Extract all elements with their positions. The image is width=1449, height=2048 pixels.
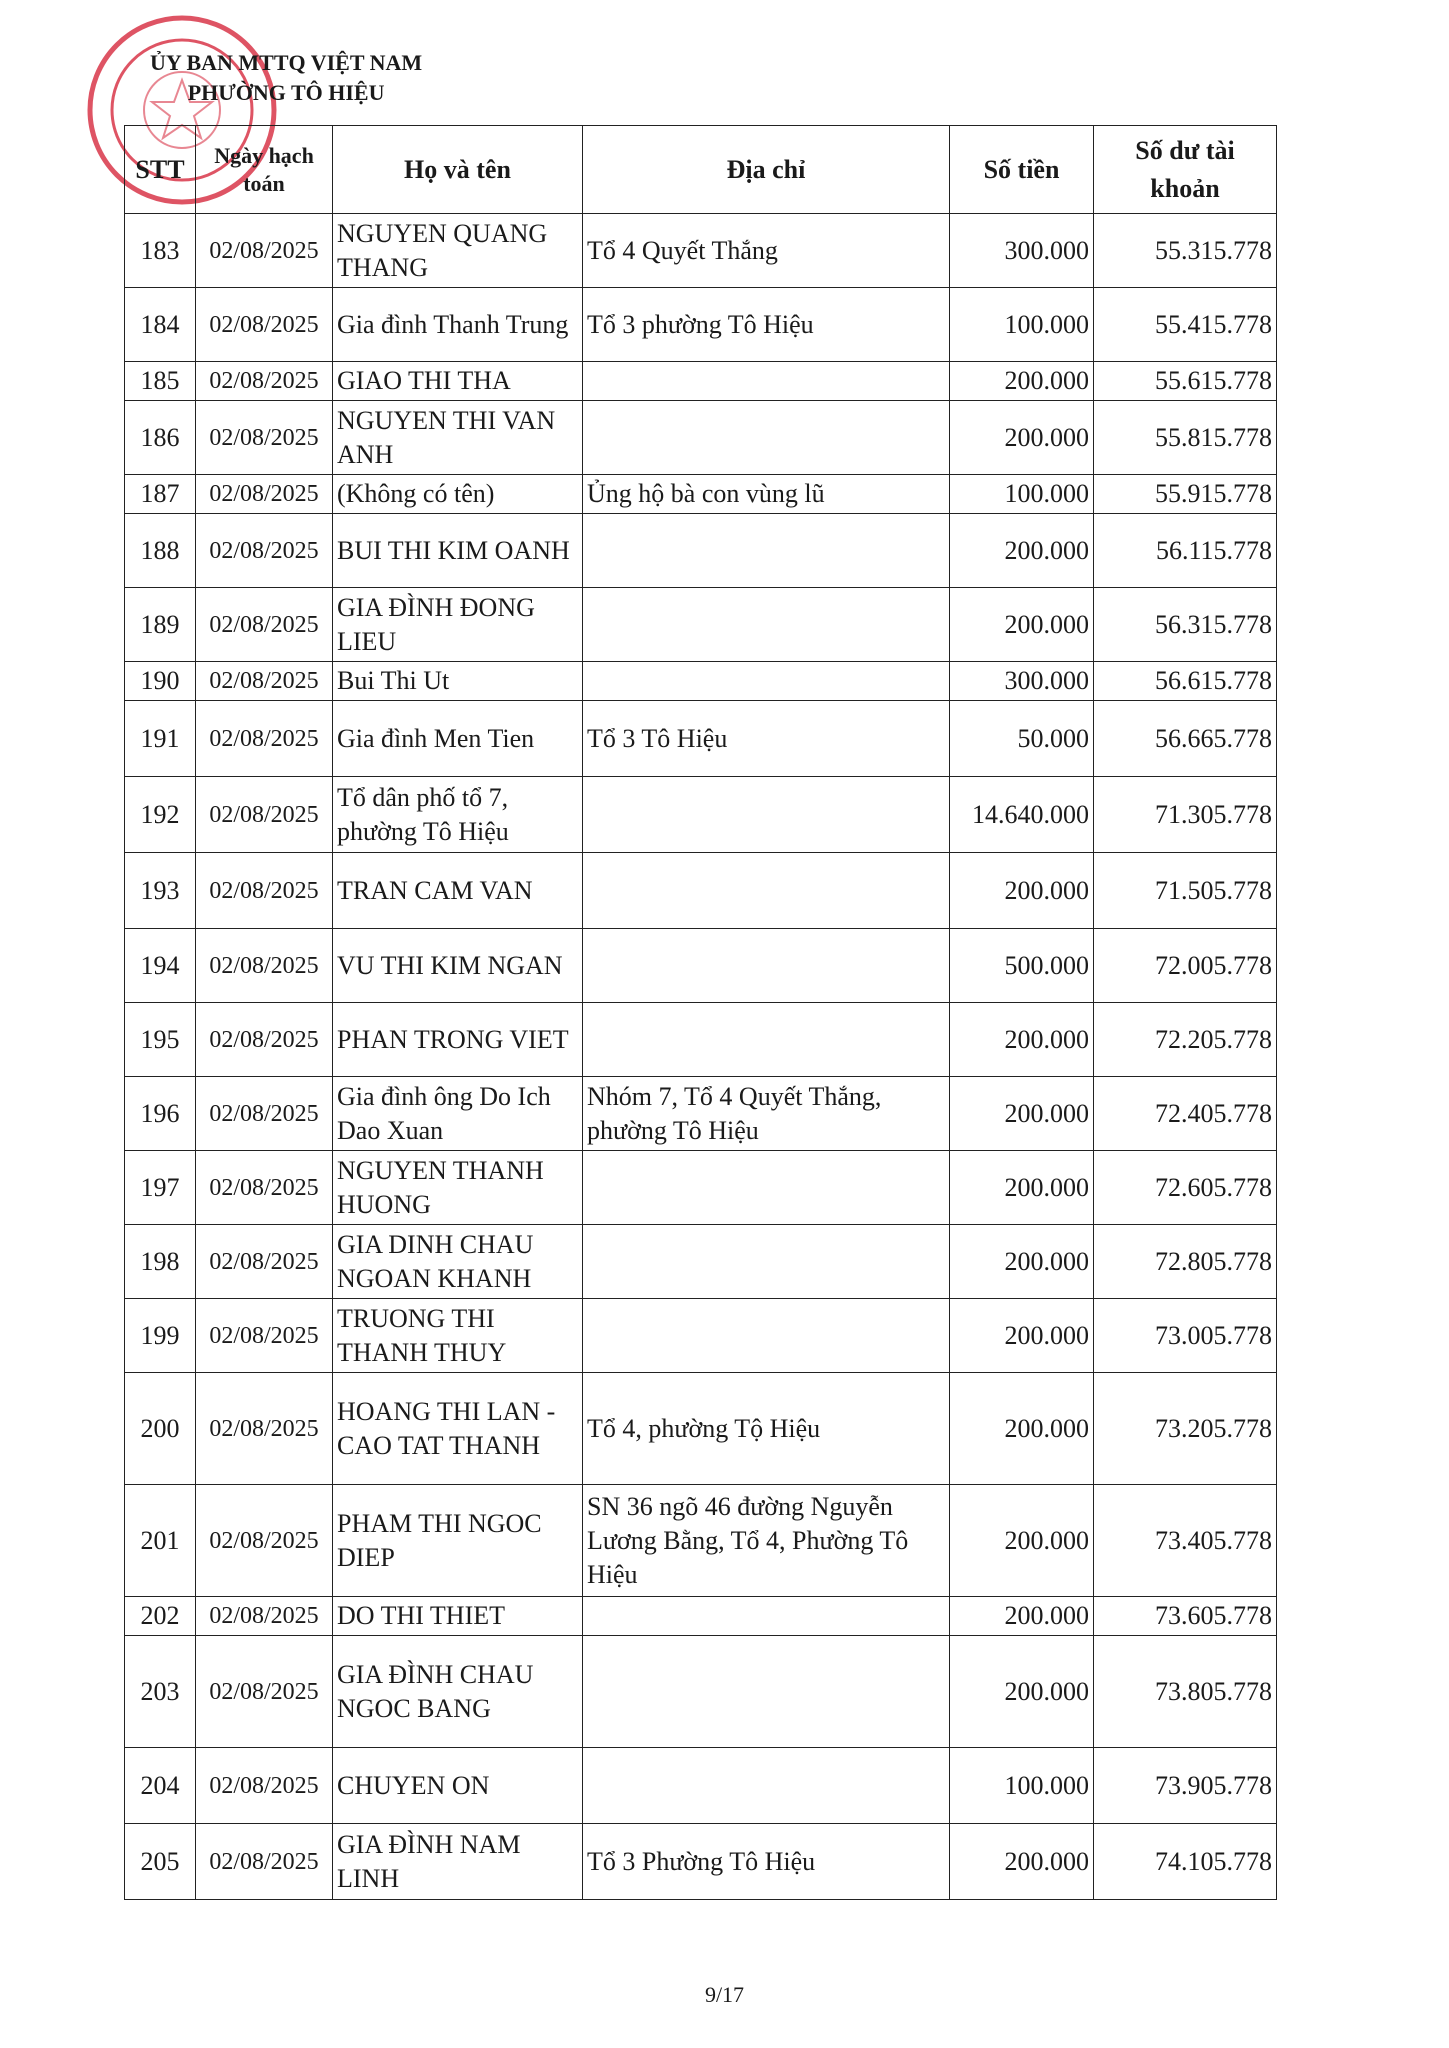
- cell-amount: 200.000: [950, 1003, 1094, 1077]
- cell-address: [583, 1748, 950, 1824]
- cell-address: Nhóm 7, Tổ 4 Quyết Thắng, phường Tô Hiệu: [583, 1077, 950, 1151]
- cell-date: 02/08/2025: [196, 214, 333, 288]
- table-row: [125, 1636, 1277, 1748]
- cell-address: [583, 1299, 950, 1373]
- cell-address: [583, 1003, 950, 1077]
- cell-name: GIA DINH CHAU NGOAN KHANH: [333, 1225, 583, 1299]
- cell-name: Tổ dân phố tổ 7, phường Tô Hiệu: [333, 777, 583, 853]
- table-row: [125, 1748, 1277, 1824]
- cell-amount: 300.000: [950, 214, 1094, 288]
- cell-balance: 56.315.778: [1094, 588, 1277, 662]
- cell-amount: 200.000: [950, 1299, 1094, 1373]
- cell-address: Tổ 3 Phường Tô Hiệu: [583, 1824, 950, 1900]
- cell-stt: 201: [125, 1485, 196, 1597]
- table-row: [125, 701, 1277, 777]
- cell-date: 02/08/2025: [196, 1225, 333, 1299]
- cell-balance: 74.105.778: [1094, 1824, 1277, 1900]
- cell-address: [583, 662, 950, 701]
- cell-balance: 73.605.778: [1094, 1597, 1277, 1636]
- cell-balance: 73.405.778: [1094, 1485, 1277, 1597]
- cell-date: 02/08/2025: [196, 1636, 333, 1748]
- cell-date: 02/08/2025: [196, 1373, 333, 1485]
- cell-amount: 100.000: [950, 475, 1094, 514]
- cell-date: 02/08/2025: [196, 1748, 333, 1824]
- cell-address: [583, 514, 950, 588]
- cell-stt: 193: [125, 853, 196, 929]
- cell-balance: 73.905.778: [1094, 1748, 1277, 1824]
- header-stt: STT: [125, 126, 196, 214]
- cell-name: GIA ĐÌNH CHAU NGOC BANG: [333, 1636, 583, 1748]
- cell-stt: 187: [125, 475, 196, 514]
- table-row: [125, 214, 1277, 288]
- cell-date: 02/08/2025: [196, 288, 333, 362]
- cell-amount: 200.000: [950, 1151, 1094, 1225]
- table-row: [125, 777, 1277, 853]
- table-row: [125, 662, 1277, 701]
- cell-date: 02/08/2025: [196, 362, 333, 401]
- cell-amount: 200.000: [950, 1077, 1094, 1151]
- cell-date: 02/08/2025: [196, 853, 333, 929]
- cell-amount: 200.000: [950, 401, 1094, 475]
- cell-date: 02/08/2025: [196, 777, 333, 853]
- cell-amount: 200.000: [950, 514, 1094, 588]
- cell-name: DO THI THIET: [333, 1597, 583, 1636]
- cell-date: 02/08/2025: [196, 514, 333, 588]
- header-address: Địa chỉ: [583, 126, 950, 214]
- cell-date: 02/08/2025: [196, 1299, 333, 1373]
- cell-address: [583, 588, 950, 662]
- cell-name: GIAO THI THA: [333, 362, 583, 401]
- cell-amount: 14.640.000: [950, 777, 1094, 853]
- cell-date: 02/08/2025: [196, 1485, 333, 1597]
- cell-amount: 200.000: [950, 362, 1094, 401]
- cell-balance: 72.805.778: [1094, 1225, 1277, 1299]
- cell-balance: 55.315.778: [1094, 214, 1277, 288]
- cell-amount: 100.000: [950, 288, 1094, 362]
- header-name: Họ và tên: [333, 126, 583, 214]
- table-row: [125, 1225, 1277, 1299]
- cell-name: GIA ĐÌNH NAM LINH: [333, 1824, 583, 1900]
- cell-address: [583, 362, 950, 401]
- table-row: [125, 1485, 1277, 1597]
- cell-name: Bui Thi Ut: [333, 662, 583, 701]
- cell-balance: 71.505.778: [1094, 853, 1277, 929]
- cell-name: (Không có tên): [333, 475, 583, 514]
- cell-balance: 71.305.778: [1094, 777, 1277, 853]
- cell-balance: 72.005.778: [1094, 929, 1277, 1003]
- ward-name: PHƯỜNG TÔ HIỆU: [187, 80, 385, 105]
- cell-name: VU THI KIM NGAN: [333, 929, 583, 1003]
- cell-address: Tổ 4, phường Tộ Hiệu: [583, 1373, 950, 1485]
- cell-date: 02/08/2025: [196, 1077, 333, 1151]
- table-row: [125, 288, 1277, 362]
- cell-stt: 189: [125, 588, 196, 662]
- cell-address: SN 36 ngõ 46 đường Nguyễn Lương Bằng, Tổ 4, Phường Tô Hiệu: [583, 1485, 950, 1597]
- cell-amount: 50.000: [950, 701, 1094, 777]
- cell-address: [583, 1151, 950, 1225]
- cell-balance: 73.205.778: [1094, 1373, 1277, 1485]
- cell-amount: 300.000: [950, 662, 1094, 701]
- cell-balance: 55.815.778: [1094, 401, 1277, 475]
- cell-stt: 190: [125, 662, 196, 701]
- cell-stt: 191: [125, 701, 196, 777]
- cell-amount: 200.000: [950, 588, 1094, 662]
- cell-stt: 199: [125, 1299, 196, 1373]
- cell-date: 02/08/2025: [196, 1003, 333, 1077]
- cell-date: 02/08/2025: [196, 929, 333, 1003]
- cell-stt: 204: [125, 1748, 196, 1824]
- cell-date: 02/08/2025: [196, 1151, 333, 1225]
- cell-name: PHAN TRONG VIET: [333, 1003, 583, 1077]
- cell-date: 02/08/2025: [196, 475, 333, 514]
- table-row: [125, 1824, 1277, 1900]
- cell-stt: 195: [125, 1003, 196, 1077]
- cell-address: Tổ 4 Quyết Thắng: [583, 214, 950, 288]
- cell-amount: 200.000: [950, 1373, 1094, 1485]
- table-row: [125, 475, 1277, 514]
- cell-address: [583, 853, 950, 929]
- cell-date: 02/08/2025: [196, 1597, 333, 1636]
- cell-stt: 185: [125, 362, 196, 401]
- cell-balance: 72.205.778: [1094, 1003, 1277, 1077]
- cell-name: NGUYEN QUANG THANG: [333, 214, 583, 288]
- cell-balance: 56.615.778: [1094, 662, 1277, 701]
- cell-name: CHUYEN ON: [333, 1748, 583, 1824]
- cell-amount: 200.000: [950, 1485, 1094, 1597]
- cell-stt: 192: [125, 777, 196, 853]
- cell-address: [583, 1597, 950, 1636]
- cell-stt: 186: [125, 401, 196, 475]
- table-row: [125, 401, 1277, 475]
- cell-stt: 188: [125, 514, 196, 588]
- cell-balance: 56.115.778: [1094, 514, 1277, 588]
- cell-date: 02/08/2025: [196, 662, 333, 701]
- cell-amount: 200.000: [950, 853, 1094, 929]
- cell-amount: 200.000: [950, 1824, 1094, 1900]
- table-row: [125, 1151, 1277, 1225]
- table-row: [125, 1077, 1277, 1151]
- header-amount: Số tiền: [950, 126, 1094, 214]
- table-row: [125, 514, 1277, 588]
- cell-stt: 196: [125, 1077, 196, 1151]
- cell-balance: 56.665.778: [1094, 701, 1277, 777]
- cell-address: Ủng hộ bà con vùng lũ: [583, 475, 950, 514]
- cell-stt: 202: [125, 1597, 196, 1636]
- cell-balance: 73.805.778: [1094, 1636, 1277, 1748]
- organization-header: [150, 48, 422, 108]
- cell-name: PHAM THI NGOC DIEP: [333, 1485, 583, 1597]
- cell-stt: 183: [125, 214, 196, 288]
- cell-date: 02/08/2025: [196, 1824, 333, 1900]
- table-row: [125, 929, 1277, 1003]
- cell-balance: 55.615.778: [1094, 362, 1277, 401]
- cell-name: HOANG THI LAN - CAO TAT THANH: [333, 1373, 583, 1485]
- cell-balance: 72.605.778: [1094, 1151, 1277, 1225]
- cell-amount: 200.000: [950, 1636, 1094, 1748]
- cell-amount: 200.000: [950, 1597, 1094, 1636]
- cell-address: [583, 777, 950, 853]
- cell-stt: 197: [125, 1151, 196, 1225]
- table-row: [125, 853, 1277, 929]
- cell-address: [583, 1225, 950, 1299]
- header-date: Ngày hạch toán: [196, 126, 333, 214]
- cell-address: [583, 929, 950, 1003]
- cell-amount: 500.000: [950, 929, 1094, 1003]
- cell-address: Tổ 3 phường Tô Hiệu: [583, 288, 950, 362]
- cell-name: Gia đình ông Do Ich Dao Xuan: [333, 1077, 583, 1151]
- cell-name: NGUYEN THI VAN ANH: [333, 401, 583, 475]
- table-row: [125, 1003, 1277, 1077]
- table-header-row: [125, 126, 1277, 214]
- cell-stt: 194: [125, 929, 196, 1003]
- cell-amount: 200.000: [950, 1225, 1094, 1299]
- cell-date: 02/08/2025: [196, 588, 333, 662]
- table-body: [125, 214, 1277, 1900]
- table-row: [125, 588, 1277, 662]
- cell-name: GIA ĐÌNH ĐONG LIEU: [333, 588, 583, 662]
- table-row: [125, 1597, 1277, 1636]
- cell-balance: 73.005.778: [1094, 1299, 1277, 1373]
- cell-date: 02/08/2025: [196, 701, 333, 777]
- cell-address: [583, 1636, 950, 1748]
- cell-address: Tổ 3 Tô Hiệu: [583, 701, 950, 777]
- cell-stt: 184: [125, 288, 196, 362]
- cell-name: Gia đình Men Tien: [333, 701, 583, 777]
- cell-name: NGUYEN THANH HUONG: [333, 1151, 583, 1225]
- cell-date: 02/08/2025: [196, 401, 333, 475]
- table-row: [125, 1299, 1277, 1373]
- cell-name: TRUONG THI THANH THUY: [333, 1299, 583, 1373]
- cell-name: BUI THI KIM OANH: [333, 514, 583, 588]
- cell-balance: 55.915.778: [1094, 475, 1277, 514]
- cell-name: TRAN CAM VAN: [333, 853, 583, 929]
- header-balance: Số dư tài khoản: [1094, 126, 1277, 214]
- cell-amount: 100.000: [950, 1748, 1094, 1824]
- cell-balance: 72.405.778: [1094, 1077, 1277, 1151]
- cell-stt: 198: [125, 1225, 196, 1299]
- table-row: [125, 362, 1277, 401]
- cell-stt: 203: [125, 1636, 196, 1748]
- page-number: 9/17: [704, 1982, 745, 2007]
- organization-name: ỦY BAN MTTQ VIỆT NAM: [150, 50, 423, 75]
- cell-stt: 205: [125, 1824, 196, 1900]
- cell-balance: 55.415.778: [1094, 288, 1277, 362]
- cell-address: [583, 401, 950, 475]
- donation-ledger-table: [124, 125, 1277, 1900]
- cell-name: Gia đình Thanh Trung: [333, 288, 583, 362]
- cell-stt: 200: [125, 1373, 196, 1485]
- table-row: [125, 1373, 1277, 1485]
